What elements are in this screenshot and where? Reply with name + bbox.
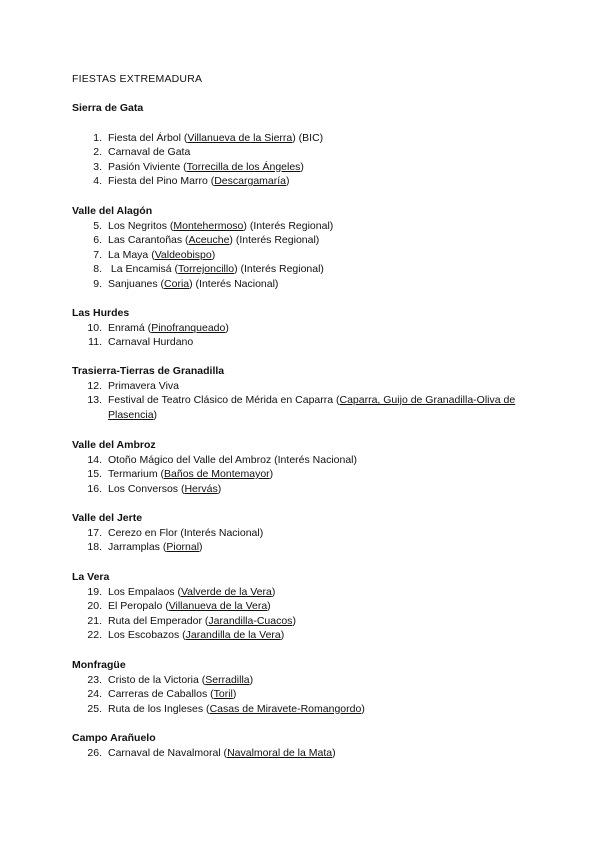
list-item: 10. Enramá (Pinofranqueado)	[87, 321, 229, 334]
section-heading: Las Hurdes	[72, 307, 130, 319]
section-heading: Valle del Alagón	[72, 205, 153, 217]
location-link[interactable]: Coria	[164, 277, 190, 290]
fiesta-list	[72, 219, 532, 292]
location-link[interactable]: Jarandilla-Cuacos	[208, 614, 293, 627]
location-link[interactable]: Torrejoncillo	[178, 263, 235, 275]
location-link[interactable]: Jarandilla de la Vera	[185, 629, 281, 641]
list-item: 4. Fiesta del Pino Marro (Descargamaría)	[93, 175, 290, 187]
list-item: 25. Ruta de los Ingleses (Casas de Miravete-Romangordo)	[87, 702, 365, 715]
location-link[interactable]: Serradilla	[205, 673, 250, 686]
list-item: 1. Fiesta del Árbol (Villanueva de la Sierra) (BIC)	[93, 131, 324, 144]
location-link[interactable]: Toril	[213, 688, 233, 700]
location-link[interactable]: Descargamaría	[214, 175, 286, 187]
location-link[interactable]: Villanueva de la Vera	[168, 600, 268, 612]
section-trasierra-tierras-de-granadilla	[72, 364, 532, 422]
list-item: 21. Ruta del Emperador (Jarandilla-Cuacos)	[87, 614, 296, 627]
list-item: 22. Los Escobazos (Jarandilla de la Vera)	[87, 629, 285, 641]
location-link[interactable]: Aceuche	[188, 234, 230, 246]
location-link[interactable]: Montehermoso	[173, 219, 244, 232]
list-item: 3. Pasión Viviente (Torrecilla de los Ángeles)	[93, 160, 304, 173]
location-link[interactable]: Casas de Miravete-Romangordo	[209, 702, 362, 715]
location-link[interactable]: Pinofranqueado	[151, 321, 226, 334]
list-item: 23. Cristo de la Victoria (Serradilla)	[87, 673, 254, 686]
fiesta-list	[72, 131, 532, 189]
list-item: 16. Los Conversos (Hervás)	[87, 482, 222, 495]
list-item: 20. El Peropalo (Villanueva de la Vera)	[87, 600, 271, 612]
section-heading: Campo Arañuelo	[72, 732, 156, 744]
list-item: 15. Termarium (Baños de Montemayor)	[87, 468, 274, 480]
list-item: 6. Las Carantoñas (Aceuche) (Interés Regional)	[93, 234, 320, 246]
section-heading: Monfragüe	[72, 659, 126, 671]
section-sierra-de-gata	[72, 101, 532, 189]
fiesta-list	[72, 321, 532, 350]
list-item: 19. Los Empalaos (Valverde de la Vera)	[87, 585, 276, 598]
list-item: 5. Los Negritos (Montehermoso) (Interés Regional)	[93, 219, 334, 232]
section-heading: Trasierra-Tierras de Granadilla	[72, 365, 225, 377]
list-item: 8. La Encamisá (Torrejoncillo) (Interés Regional)	[93, 263, 324, 275]
section-valle-del-jerte	[72, 511, 532, 555]
list-item: 7. La Maya (Valdeobispo)	[93, 248, 216, 261]
section-heading: La Vera	[72, 571, 110, 583]
location-link[interactable]: Caparra, Guijo de Granadilla-Oliva de Plasencia	[108, 394, 516, 421]
fiesta-list	[72, 379, 532, 423]
section-monfrague	[72, 658, 532, 716]
list-item: 26. Carnaval de Navalmoral (Navalmoral de la Mata)	[87, 746, 336, 759]
list-item: 13. Festival de Teatro Clásico de Mérida en Caparra (Caparra, Guijo de Granadilla-Oliva de Plasencia)	[87, 394, 516, 421]
section-las-hurdes	[72, 306, 532, 350]
section-heading: Valle del Jerte	[72, 512, 143, 524]
section-heading: Valle del Ambroz	[72, 439, 156, 451]
list-item: 12. Primavera Viva	[87, 379, 179, 392]
location-link[interactable]: Hervás	[184, 482, 218, 495]
location-link[interactable]: Baños de Montemayor	[164, 468, 270, 480]
section-heading: Sierra de Gata	[72, 102, 144, 114]
fiesta-list	[72, 453, 532, 497]
fiesta-list	[72, 526, 532, 555]
list-item: 18. Jarramplas (Piornal)	[87, 541, 203, 553]
location-link[interactable]: Navalmoral de la Mata	[227, 746, 333, 759]
location-link[interactable]: Villanueva de la Sierra	[187, 131, 293, 144]
list-item: 17. Cerezo en Flor (Interés Nacional)	[87, 526, 264, 539]
list-item: 11. Carnaval Hurdano	[88, 336, 194, 348]
location-link[interactable]: Piornal	[166, 541, 200, 553]
fiesta-list	[72, 585, 532, 643]
document-title: FIESTAS EXTREMADURA	[72, 73, 203, 85]
location-link[interactable]: Valverde de la Vera	[180, 585, 272, 598]
list-item: 24. Carreras de Caballos (Toril)	[87, 688, 237, 700]
location-link[interactable]: Torrecilla de los Ángeles	[186, 160, 301, 173]
list-item: 2. Carnaval de Gata	[93, 146, 191, 158]
fiesta-list	[72, 746, 532, 761]
location-link[interactable]: Valdeobispo	[154, 248, 212, 261]
fiesta-list	[72, 673, 532, 717]
section-valle-del-alagon	[72, 204, 532, 291]
section-la-vera	[72, 570, 532, 643]
section-valle-del-ambroz	[72, 438, 532, 496]
section-campo-aranuelo	[72, 731, 532, 760]
list-item: 9. Sanjuanes (Coria) (Interés Nacional)	[93, 277, 279, 290]
list-item: 14. Otoño Mágico del Valle del Ambroz (Interés Nacional)	[87, 453, 358, 466]
